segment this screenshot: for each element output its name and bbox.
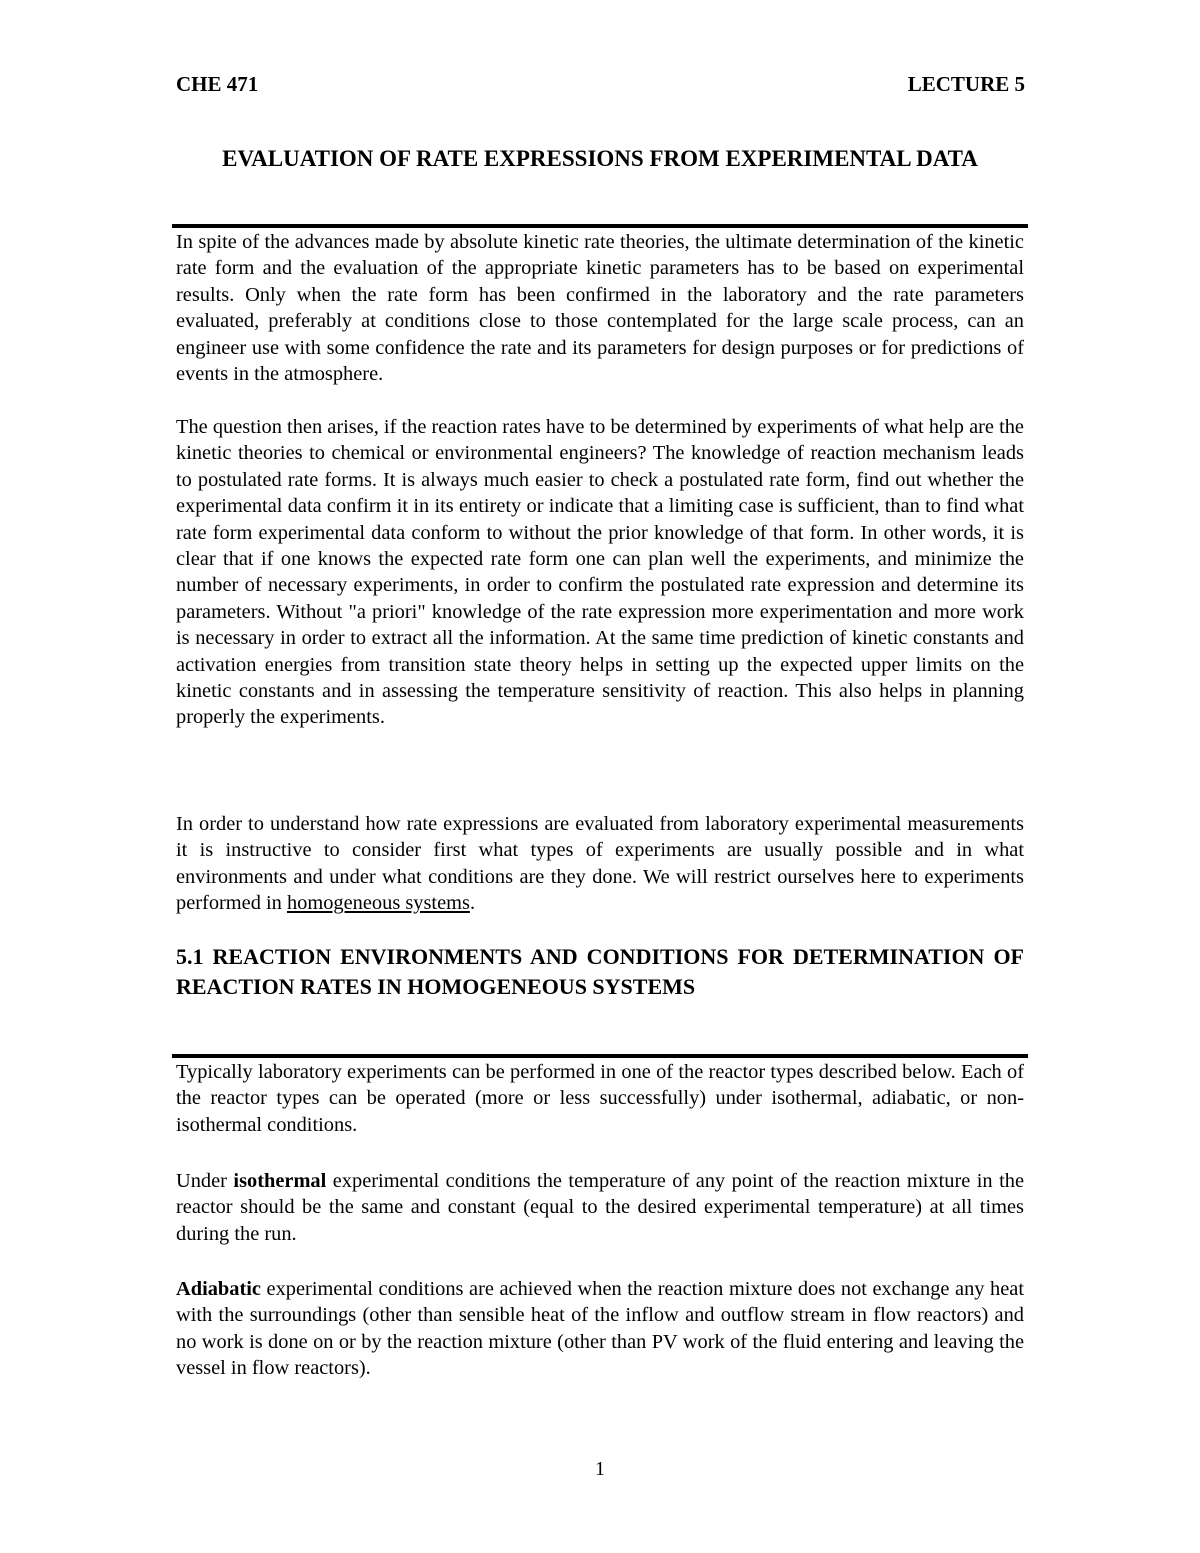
intro-paragraph-2: The question then arises, if the reaction rates have to be determined by experiments of what help are the kinetic theories to chemical or environmental engineers? The knowledge of reaction mechanism leads to postulated rate forms. It is always much easier to check a postulated rate form, find out whether the experimental data confirm it in its entirety or indicate that a limiting case is sufficient, than to find what rate form experimental data conform to without the prior knowledge of that form. In other words, it is clear that if one knows the expected rate form one can plan well the experiments, and minimize the number of necessary experiments, in order to confirm the postulated rate expression and determine its parameters. Without "a priori" knowledge of the rate expression more experimentation and more work is necessary in order to extract all the information. At the same time prediction of kinetic constants and activation energies from transition state theory helps in setting up the expected upper limits on the kinetic constants and in assessing the temperature sensitivity of reaction. This also helps in planning properly the experiments. <box>176 416 1024 729</box>
adiabatic-text: experimental conditions are achieved when the reaction mixture does not exchange any heat with the surroundings (other than sensible heat of the inflow and outflow stream in flow reactors) and no work is done on or by the reaction mixture (other than PV work of the fluid entering and leaving the vessel in flow reactors). <box>176 1278 1024 1380</box>
page-number: 1 <box>595 1458 605 1480</box>
homogeneous-systems-term: homogeneous systems <box>286 892 470 915</box>
isothermal-term: isothermal <box>233 1170 327 1192</box>
section-heading: 5.1 REACTION ENVIRONMENTS AND CONDITIONS FOR DETERMINATION OF REACTION RATES IN HOMOGENEOUS SYSTEMS <box>176 944 1024 999</box>
intro-paragraph-3-end: . <box>469 892 476 915</box>
title-divider <box>172 224 1028 228</box>
intro-paragraph-3-text: In order to understand how rate expressions are evaluated from laboratory experimental measurements it is instructive to consider first what types of experiments are usually possible and in what environments and under what conditions are they done. We will restrict ourselves here to experiments performed in <box>176 813 1024 915</box>
isothermal-paragraph <box>176 1168 1024 1247</box>
intro-paragraph-1: In spite of the advances made by absolute kinetic rate theories, the ultimate determination of the kinetic rate form and the evaluation of the appropriate kinetic parameters has to be based on experimental results. Only when the rate form has been confirmed in the laboratory and the rate parameters evaluated, preferably at conditions close to those contemplated for the large scale process, can an engineer use with some confidence the rate and its parameters for design purposes or for predictions of events in the atmosphere. <box>176 231 1024 386</box>
isothermal-lead: Under <box>176 1170 234 1192</box>
section-paragraph-1: Typically laboratory experiments can be performed in one of the reactor types described below. Each of the reactor types can be operated (more or less successfully) under isothermal, adiabatic, or non-isothermal conditions. <box>176 1061 1024 1136</box>
adiabatic-paragraph <box>176 1276 1024 1382</box>
isothermal-text: experimental conditions the temperature of any point of the reaction mixture in the reactor should be the same and constant (equal to the desired experimental temperature) at all times during the run. <box>176 1170 1024 1245</box>
lecture-number: LECTURE 5 <box>907 72 1025 96</box>
document-title: EVALUATION OF RATE EXPRESSIONS FROM EXPERIMENTAL DATA <box>222 146 978 171</box>
adiabatic-term: Adiabatic <box>176 1278 261 1300</box>
section-divider <box>172 1054 1028 1058</box>
intro-paragraph-3 <box>176 811 1024 917</box>
course-code: CHE 471 <box>176 72 259 96</box>
